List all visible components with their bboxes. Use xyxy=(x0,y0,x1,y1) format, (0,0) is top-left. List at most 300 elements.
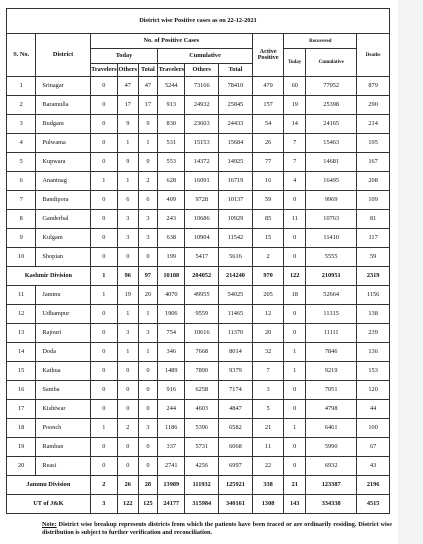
table-row xyxy=(7,134,390,153)
cell-r-cum: 4798 xyxy=(306,400,357,419)
side-panel xyxy=(398,0,423,544)
cell-district: Reasi xyxy=(36,457,90,476)
cell-t-oth: 1 xyxy=(117,172,138,191)
total-c-tot: 214240 xyxy=(219,267,253,286)
cell-deaths: 167 xyxy=(357,153,390,172)
cell-deaths: 195 xyxy=(357,134,390,153)
total-t-tot: 28 xyxy=(138,476,158,495)
cell-r-today: 1 xyxy=(284,362,306,381)
total-c-oth: 111932 xyxy=(185,476,219,495)
cell-r-today: 19 xyxy=(284,96,306,115)
total-t-tot: 125 xyxy=(138,495,158,514)
cell-t-oth: 3 xyxy=(117,324,138,343)
cell-c-oth: 23603 xyxy=(185,115,219,134)
cell-t-oth: 1 xyxy=(117,134,138,153)
cell-t-oth: 19 xyxy=(117,286,138,305)
cell-t-oth: 17 xyxy=(117,96,138,115)
total-deaths: 4515 xyxy=(357,495,390,514)
cell-active: 12 xyxy=(252,305,284,324)
cell-c-trav: 531 xyxy=(158,134,185,153)
cell-deaths: 43 xyxy=(357,457,390,476)
cell-c-tot: 5616 xyxy=(219,248,253,267)
subheader-today-travelers: Travelers xyxy=(90,64,117,77)
cell-sno: 13 xyxy=(7,324,36,343)
total-active: 338 xyxy=(252,476,284,495)
cell-district: Udhampur xyxy=(36,305,90,324)
cell-t-tot: 9 xyxy=(138,153,158,172)
cell-c-tot: 14925 xyxy=(219,153,253,172)
cell-c-tot: 10929 xyxy=(219,210,253,229)
table-row xyxy=(7,96,390,115)
cell-t-oth: 47 xyxy=(117,77,138,96)
cell-t-tot: 0 xyxy=(138,362,158,381)
cell-c-trav: 553 xyxy=(158,153,185,172)
cell-sno: 20 xyxy=(7,457,36,476)
table-row xyxy=(7,115,390,134)
cell-t-oth: 9 xyxy=(117,115,138,134)
cell-c-tot: 54025 xyxy=(219,286,253,305)
cell-c-oth: 49955 xyxy=(185,286,219,305)
subheader-cum-total: Total xyxy=(219,64,253,77)
total-r-today: 21 xyxy=(284,476,306,495)
cell-t-oth: 3 xyxy=(117,229,138,248)
cell-district: Ramban xyxy=(36,438,90,457)
cell-sno: 4 xyxy=(7,134,36,153)
total-label: Kashmir Division xyxy=(7,267,91,286)
cell-district: Poonch xyxy=(36,419,90,438)
cell-r-today: 0 xyxy=(284,438,306,457)
total-c-tot: 340161 xyxy=(219,495,253,514)
table-row xyxy=(7,362,390,381)
cell-deaths: 208 xyxy=(357,172,390,191)
cell-t-trav: 0 xyxy=(90,115,117,134)
cell-active: 3 xyxy=(252,381,284,400)
table-row xyxy=(7,324,390,343)
cell-r-today: 0 xyxy=(284,324,306,343)
subheader-today-others: Others xyxy=(117,64,138,77)
cell-district: Rajouri xyxy=(36,324,90,343)
cell-sno: 14 xyxy=(7,343,36,362)
cell-district: Jammu xyxy=(36,286,90,305)
cell-r-today: 0 xyxy=(284,381,306,400)
cell-t-oth: 3 xyxy=(117,210,138,229)
cell-t-trav: 0 xyxy=(90,77,117,96)
cell-district: Srinagar xyxy=(36,77,90,96)
cell-deaths: 138 xyxy=(357,305,390,324)
cell-deaths: 214 xyxy=(357,115,390,134)
cell-deaths: 153 xyxy=(357,362,390,381)
cell-r-today: 14 xyxy=(284,115,306,134)
cell-t-oth: 6 xyxy=(117,191,138,210)
table-row xyxy=(7,438,390,457)
cell-c-trav: 1489 xyxy=(158,362,185,381)
cell-c-oth: 10686 xyxy=(185,210,219,229)
table-row xyxy=(7,77,390,96)
cell-r-cum: 9219 xyxy=(306,362,357,381)
cell-c-tot: 6068 xyxy=(219,438,253,457)
table-row xyxy=(7,419,390,438)
table-row xyxy=(7,191,390,210)
cell-district: Bandipora xyxy=(36,191,90,210)
cell-c-oth: 10616 xyxy=(185,324,219,343)
cell-district: Kathua xyxy=(36,362,90,381)
total-c-tot: 125921 xyxy=(219,476,253,495)
cell-r-today: 18 xyxy=(284,286,306,305)
cell-district: Anantnag xyxy=(36,172,90,191)
cell-t-trav: 0 xyxy=(90,381,117,400)
cell-active: 21 xyxy=(252,419,284,438)
kashmir-division-total-row xyxy=(7,267,390,286)
cell-c-trav: 244 xyxy=(158,400,185,419)
cell-c-tot: 25845 xyxy=(219,96,253,115)
note-label: Note: xyxy=(42,521,57,528)
cell-t-trav: 0 xyxy=(90,305,117,324)
cell-r-today: 0 xyxy=(284,248,306,267)
cell-t-trav: 0 xyxy=(90,324,117,343)
cell-r-today: 60 xyxy=(284,77,306,96)
cell-r-cum: 11111 xyxy=(306,324,357,343)
cell-sno: 9 xyxy=(7,229,36,248)
cell-r-today: 0 xyxy=(284,305,306,324)
cell-district: Budgam xyxy=(36,115,90,134)
cell-district: Pulwama xyxy=(36,134,90,153)
cell-t-trav: 0 xyxy=(90,153,117,172)
cell-active: 32 xyxy=(252,343,284,362)
cell-sno: 8 xyxy=(7,210,36,229)
cell-t-tot: 1 xyxy=(138,305,158,324)
cell-c-tot: 15684 xyxy=(219,134,253,153)
total-r-today: 143 xyxy=(284,495,306,514)
cell-active: 5 xyxy=(252,400,284,419)
cell-t-trav: 0 xyxy=(90,438,117,457)
cell-deaths: 59 xyxy=(357,248,390,267)
cell-deaths: 67 xyxy=(357,438,390,457)
cell-deaths: 136 xyxy=(357,343,390,362)
cell-c-tot: 11370 xyxy=(219,324,253,343)
cell-r-today: 1 xyxy=(284,343,306,362)
note-text: District wise breakup represents districts from which the patients have been traced or are ordinarily residing. District wise distribution is subject to further verification and reconciliation. xyxy=(42,521,392,537)
cell-c-trav: 243 xyxy=(158,210,185,229)
cell-r-cum: 7846 xyxy=(306,343,357,362)
cell-r-today: 11 xyxy=(284,210,306,229)
cell-c-oth: 7890 xyxy=(185,362,219,381)
cell-c-oth: 4256 xyxy=(185,457,219,476)
cell-c-trav: 754 xyxy=(158,324,185,343)
cell-r-today: 0 xyxy=(284,400,306,419)
header-recovered: Recovered xyxy=(284,34,357,49)
cell-t-tot: 3 xyxy=(138,324,158,343)
cell-t-tot: 3 xyxy=(138,419,158,438)
cell-r-cum: 7051 xyxy=(306,381,357,400)
cell-deaths: 120 xyxy=(357,381,390,400)
cell-c-trav: 199 xyxy=(158,248,185,267)
total-label: Jammu Division xyxy=(7,476,91,495)
header-recovered-today: Today xyxy=(284,49,306,77)
total-c-trav: 13989 xyxy=(158,476,185,495)
ut-total-row xyxy=(7,495,390,514)
header-deaths: Deaths xyxy=(357,34,390,77)
footnote xyxy=(42,521,392,537)
cell-active: 7 xyxy=(252,362,284,381)
cell-t-tot: 0 xyxy=(138,400,158,419)
cell-c-trav: 916 xyxy=(158,381,185,400)
cell-deaths: 81 xyxy=(357,210,390,229)
cell-t-oth: 0 xyxy=(117,248,138,267)
cell-t-tot: 0 xyxy=(138,457,158,476)
total-t-oth: 122 xyxy=(117,495,138,514)
cell-sno: 18 xyxy=(7,419,36,438)
header-recovered-cumulative: Cumulative xyxy=(306,49,357,77)
table-row xyxy=(7,229,390,248)
cell-r-cum: 25398 xyxy=(306,96,357,115)
total-label: UT of J&K xyxy=(7,495,91,514)
cell-active: 16 xyxy=(252,172,284,191)
cell-sno: 7 xyxy=(7,191,36,210)
cell-c-trav: 409 xyxy=(158,191,185,210)
cell-active: 54 xyxy=(252,115,284,134)
cell-sno: 16 xyxy=(7,381,36,400)
total-r-cum: 123387 xyxy=(306,476,357,495)
cell-r-cum: 77052 xyxy=(306,77,357,96)
total-c-trav: 24177 xyxy=(158,495,185,514)
cell-c-oth: 5396 xyxy=(185,419,219,438)
table-row xyxy=(7,400,390,419)
cell-t-trav: 0 xyxy=(90,96,117,115)
cell-c-trav: 638 xyxy=(158,229,185,248)
cell-t-trav: 0 xyxy=(90,343,117,362)
cell-t-tot: 6 xyxy=(138,191,158,210)
cell-active: 2 xyxy=(252,248,284,267)
cell-r-cum: 16495 xyxy=(306,172,357,191)
cell-r-today: 7 xyxy=(284,134,306,153)
cell-active: 85 xyxy=(252,210,284,229)
cell-t-trav: 0 xyxy=(90,191,117,210)
cell-c-oth: 9728 xyxy=(185,191,219,210)
cell-deaths: 109 xyxy=(357,191,390,210)
cell-c-trav: 337 xyxy=(158,438,185,457)
total-t-oth: 26 xyxy=(117,476,138,495)
cell-r-cum: 15463 xyxy=(306,134,357,153)
header-today: Today xyxy=(90,49,157,64)
cell-r-cum: 11315 xyxy=(306,305,357,324)
cell-t-tot: 1 xyxy=(138,134,158,153)
table-row xyxy=(7,172,390,191)
cell-deaths: 879 xyxy=(357,77,390,96)
cell-c-trav: 4070 xyxy=(158,286,185,305)
cell-c-oth: 15153 xyxy=(185,134,219,153)
cell-t-oth: 1 xyxy=(117,305,138,324)
cell-r-today: 1 xyxy=(284,419,306,438)
cell-t-oth: 0 xyxy=(117,438,138,457)
cell-active: 479 xyxy=(252,77,284,96)
cell-t-tot: 9 xyxy=(138,115,158,134)
total-deaths: 2196 xyxy=(357,476,390,495)
cell-t-oth: 9 xyxy=(117,153,138,172)
cell-active: 77 xyxy=(252,153,284,172)
subheader-cum-others: Others xyxy=(185,64,219,77)
cell-c-tot: 11542 xyxy=(219,229,253,248)
cell-active: 59 xyxy=(252,191,284,210)
cell-c-oth: 5731 xyxy=(185,438,219,457)
cell-district: Baramulla xyxy=(36,96,90,115)
cell-sno: 6 xyxy=(7,172,36,191)
subheader-cum-travelers: Travelers xyxy=(158,64,185,77)
header-active-positive: Active Positive xyxy=(252,34,284,77)
cell-sno: 5 xyxy=(7,153,36,172)
cell-sno: 19 xyxy=(7,438,36,457)
subheader-today-total: Total xyxy=(138,64,158,77)
cell-r-today: 4 xyxy=(284,172,306,191)
cell-t-trav: 0 xyxy=(90,400,117,419)
cell-active: 26 xyxy=(252,134,284,153)
cell-c-oth: 4603 xyxy=(185,400,219,419)
cell-district: Kulgam xyxy=(36,229,90,248)
cell-active: 205 xyxy=(252,286,284,305)
cell-c-tot: 16719 xyxy=(219,172,253,191)
table-row xyxy=(7,286,390,305)
cell-deaths: 1156 xyxy=(357,286,390,305)
cell-r-cum: 5555 xyxy=(306,248,357,267)
cell-t-tot: 47 xyxy=(138,77,158,96)
cell-deaths: 239 xyxy=(357,324,390,343)
cell-active: 22 xyxy=(252,457,284,476)
cell-t-trav: 0 xyxy=(90,229,117,248)
table-row xyxy=(7,248,390,267)
total-c-trav: 10188 xyxy=(158,267,185,286)
cell-t-oth: 0 xyxy=(117,457,138,476)
cell-sno: 2 xyxy=(7,96,36,115)
cell-r-cum: 5990 xyxy=(306,438,357,457)
cell-t-oth: 1 xyxy=(117,343,138,362)
cell-r-cum: 10763 xyxy=(306,210,357,229)
cell-c-trav: 5244 xyxy=(158,77,185,96)
cell-c-oth: 5417 xyxy=(185,248,219,267)
cell-r-cum: 6932 xyxy=(306,457,357,476)
cell-r-today: 7 xyxy=(284,153,306,172)
cell-c-oth: 6258 xyxy=(185,381,219,400)
cell-active: 15 xyxy=(252,229,284,248)
cell-t-trav: 0 xyxy=(90,457,117,476)
cell-active: 157 xyxy=(252,96,284,115)
cell-r-today: 0 xyxy=(284,457,306,476)
table-title: District wise Positive cases as on 22-12-2021 xyxy=(7,9,390,34)
header-positive-cases: No. of Positive Cases xyxy=(90,34,252,49)
table-row xyxy=(7,210,390,229)
cell-t-tot: 0 xyxy=(138,381,158,400)
total-t-trav: 3 xyxy=(90,495,117,514)
cell-c-trav: 628 xyxy=(158,172,185,191)
cell-sno: 12 xyxy=(7,305,36,324)
table-row xyxy=(7,457,390,476)
cell-c-oth: 10904 xyxy=(185,229,219,248)
total-r-today: 122 xyxy=(284,267,306,286)
cell-t-tot: 3 xyxy=(138,210,158,229)
cell-deaths: 100 xyxy=(357,419,390,438)
cell-sno: 1 xyxy=(7,77,36,96)
cell-sno: 3 xyxy=(7,115,36,134)
cell-deaths: 117 xyxy=(357,229,390,248)
cell-r-cum: 14681 xyxy=(306,153,357,172)
cell-r-cum: 11410 xyxy=(306,229,357,248)
total-t-trav: 1 xyxy=(90,267,117,286)
cell-t-trav: 0 xyxy=(90,210,117,229)
cell-t-oth: 0 xyxy=(117,362,138,381)
total-t-trav: 2 xyxy=(90,476,117,495)
cell-t-trav: 0 xyxy=(90,248,117,267)
total-r-cum: 210951 xyxy=(306,267,357,286)
cell-c-oth: 16091 xyxy=(185,172,219,191)
cell-r-cum: 24165 xyxy=(306,115,357,134)
cell-c-tot: 10137 xyxy=(219,191,253,210)
cell-c-trav: 830 xyxy=(158,115,185,134)
cell-sno: 11 xyxy=(7,286,36,305)
cell-t-tot: 1 xyxy=(138,343,158,362)
header-sno: S. No. xyxy=(7,34,36,77)
cell-c-tot: 7174 xyxy=(219,381,253,400)
cell-c-trav: 1906 xyxy=(158,305,185,324)
cell-t-trav: 0 xyxy=(90,362,117,381)
cell-sno: 10 xyxy=(7,248,36,267)
cell-active: 20 xyxy=(252,324,284,343)
total-active: 970 xyxy=(252,267,284,286)
total-t-tot: 97 xyxy=(138,267,158,286)
cell-c-tot: 11465 xyxy=(219,305,253,324)
cell-c-oth: 9559 xyxy=(185,305,219,324)
cell-r-cum: 9969 xyxy=(306,191,357,210)
cell-r-today: 0 xyxy=(284,229,306,248)
cell-sno: 15 xyxy=(7,362,36,381)
cell-c-trav: 913 xyxy=(158,96,185,115)
cell-t-tot: 17 xyxy=(138,96,158,115)
cell-c-tot: 8014 xyxy=(219,343,253,362)
cell-c-trav: 2741 xyxy=(158,457,185,476)
cell-district: Kupwara xyxy=(36,153,90,172)
table-row xyxy=(7,381,390,400)
header-cumulative: Cumulative xyxy=(158,49,253,64)
cell-c-trav: 346 xyxy=(158,343,185,362)
cell-district: Ganderbal xyxy=(36,210,90,229)
cell-c-tot: 4847 xyxy=(219,400,253,419)
cell-c-oth: 73166 xyxy=(185,77,219,96)
cell-r-cum: 6461 xyxy=(306,419,357,438)
cell-c-tot: 6997 xyxy=(219,457,253,476)
cell-t-oth: 2 xyxy=(117,419,138,438)
cell-deaths: 44 xyxy=(357,400,390,419)
cell-sno: 17 xyxy=(7,400,36,419)
total-c-oth: 315984 xyxy=(185,495,219,514)
cell-t-trav: 1 xyxy=(90,419,117,438)
cell-t-tot: 0 xyxy=(138,248,158,267)
cell-t-oth: 0 xyxy=(117,400,138,419)
cell-active: 11 xyxy=(252,438,284,457)
cell-r-today: 0 xyxy=(284,191,306,210)
cell-deaths: 290 xyxy=(357,96,390,115)
jammu-division-total-row xyxy=(7,476,390,495)
cell-c-tot: 24433 xyxy=(219,115,253,134)
header-district: District xyxy=(36,34,90,77)
cell-c-oth: 7668 xyxy=(185,343,219,362)
positive-cases-table xyxy=(6,8,390,514)
total-r-cum: 334338 xyxy=(306,495,357,514)
cell-district: Kishtwar xyxy=(36,400,90,419)
cell-c-tot: 6582 xyxy=(219,419,253,438)
cell-c-tot: 78410 xyxy=(219,77,253,96)
cell-district: Samba xyxy=(36,381,90,400)
cell-r-cum: 52664 xyxy=(306,286,357,305)
cell-t-tot: 20 xyxy=(138,286,158,305)
total-t-oth: 96 xyxy=(117,267,138,286)
total-active: 1308 xyxy=(252,495,284,514)
